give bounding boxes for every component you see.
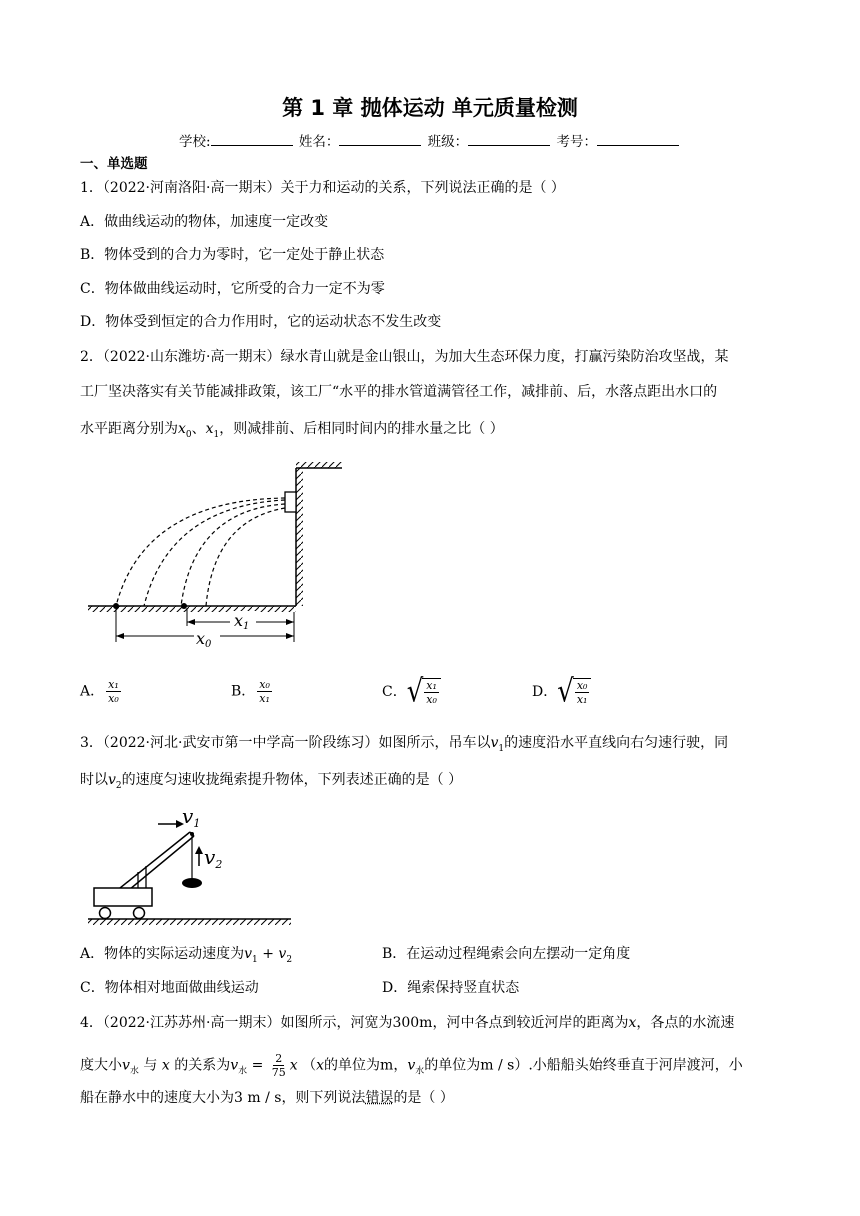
question-3-option-c[interactable] (80, 978, 259, 998)
question-1-option-d[interactable] (80, 312, 780, 332)
question-number: 3． (80, 735, 103, 751)
question-text: 如图所示，河宽为300m，河中各点到较近河岸的距离为 (280, 1015, 629, 1031)
var-v-water: v (230, 1057, 239, 1074)
student-info-row (0, 130, 860, 150)
unit-ms: m / s (480, 1057, 515, 1074)
square-root: √ $\frac{\text{x₀}}{\text{x₁}}$ (557, 678, 591, 706)
question-3-figure (86, 806, 296, 932)
figure-label-x1: x1 (234, 611, 250, 632)
var-v2: v (108, 772, 116, 788)
var-x: x (316, 1057, 325, 1074)
question-2-option-c[interactable] (382, 674, 441, 710)
var-v-water: v (122, 1057, 130, 1074)
option-label: A． (80, 214, 105, 230)
page-title: 第 1 章 抛体运动 单元质量检测 (282, 96, 578, 120)
number-label: 考号： (556, 134, 597, 150)
question-text: ，则减排前、后相同时间内的排水量之比（ ） (219, 421, 504, 437)
figure-label-x0: x0 (196, 629, 212, 650)
question-text: 水平距离分别为 (80, 421, 178, 437)
question-number: 1． (80, 180, 103, 196)
option-label: B． (382, 946, 407, 962)
option-text: 物体相对地面做曲线运动 (104, 980, 259, 996)
option-label: D． (532, 684, 558, 700)
school-label: 学校: (179, 134, 211, 150)
option-text: 绳索保持竖直状态 (407, 980, 520, 996)
option-text: 物体的实际运动速度为 (104, 946, 245, 962)
question-source: （2022·河南洛阳·高一期末） (102, 180, 281, 196)
question-2-option-a[interactable] (80, 678, 123, 705)
var-x: x (289, 1057, 298, 1074)
question-text: 时以 (80, 772, 108, 788)
question-4-stem-line-3 (80, 1088, 780, 1108)
question-3-option-a[interactable]: A．物体的实际运动速度为$v_1 + v_2$ (80, 946, 293, 965)
option-label: A． (80, 946, 105, 962)
class-field[interactable] (468, 131, 550, 146)
question-2-stem-line-1 (80, 347, 780, 367)
var-v-water-subscript: 水 (129, 1066, 139, 1077)
question-2-stem-line-2: 工厂坚决落实有关节能减排政策，该工厂“水平的排水管道满管径工作，减排前、后，水落点距出水口的 (80, 384, 718, 400)
question-text: ）.小船船头始终垂直于河岸渡河，小 (514, 1057, 743, 1074)
question-1-stem (80, 178, 780, 198)
var-v1-subscript: 1 (498, 743, 505, 754)
option-label: B． (231, 683, 256, 700)
question-text: 的是（ ） (393, 1090, 454, 1106)
var-v1: v (244, 946, 253, 962)
question-text: ，则下列说法 (281, 1090, 366, 1106)
var-v2: v (278, 946, 287, 962)
option-label: C． (80, 281, 105, 297)
option-label: B． (80, 247, 105, 263)
var-v1: v (490, 735, 499, 751)
number-field[interactable] (597, 131, 679, 146)
option-label: A． (80, 683, 105, 700)
option-label: C． (80, 980, 105, 996)
question-number: 4． (80, 1015, 103, 1031)
name-label: 姓名： (298, 134, 340, 150)
square-root: √ $\frac{\text{x₁}}{\text{x₀}}$ (407, 678, 441, 706)
question-source: （2022·山东潍坊·高一期末） (102, 349, 281, 365)
question-1-option-c[interactable] (80, 279, 780, 299)
question-text: 的关系为 (174, 1057, 231, 1074)
var-x: x (628, 1015, 637, 1031)
question-source: （2022·江苏苏州·高一期末） (102, 1015, 281, 1031)
fraction: $\frac{\text{x₀}}{\text{x₁}}$ (259, 678, 270, 705)
question-text: 船在静水中的速度大小为 (80, 1090, 234, 1106)
option-label: C． (382, 684, 407, 700)
question-3-stem-line-2 (80, 770, 780, 796)
question-4-stem-line-2: 度大小$v_水$ 与 x 的关系为$v_水$ = $\frac{2}{75}$ x （x的单位为m，$v_水$的单位为m / s）.小船船头始终垂直于河岸渡河，小 (80, 1052, 743, 1079)
question-2-stem-line-3: 水平距离分别为$x_0$、$x_1$，则减排前、后相同时间内的排水量之比（ ） (80, 421, 504, 440)
var-v1-subscript: 1 (252, 954, 258, 965)
question-3-option-b[interactable] (382, 944, 630, 964)
question-number: 2． (80, 349, 103, 365)
coefficient-fraction: $\frac{2}{75}$ (271, 1052, 286, 1079)
question-2-figure (84, 460, 354, 652)
var-v-water-subscript: 水 (238, 1066, 248, 1077)
var-v-water-subscript: 水 (415, 1066, 425, 1077)
question-text: 的单位为 (424, 1057, 481, 1074)
option-text: 物体受到的合力为零时，它一定处于静止状态 (104, 247, 385, 263)
name-field[interactable] (339, 131, 421, 146)
class-label: 班级： (427, 134, 469, 150)
question-text: ，各点的水流速 (636, 1015, 735, 1031)
var-x0: x (178, 421, 186, 437)
question-text: 的速度匀速收拢绳索提升物体，下列表述正确的是（ ） (121, 772, 463, 788)
question-3-stem-line-1 (80, 733, 780, 759)
question-2-option-d[interactable] (532, 674, 591, 710)
var-x1-subscript: 1 (213, 429, 220, 440)
question-1-option-b[interactable] (80, 245, 780, 265)
section-title: 一、单选题 (80, 156, 148, 172)
question-2-option-b[interactable] (231, 678, 274, 705)
question-text: 度大小 (80, 1057, 122, 1074)
option-text: 在运动过程绳索会向左摆动一定角度 (406, 946, 631, 962)
var-x: x (161, 1057, 170, 1074)
question-1-option-a[interactable] (80, 212, 780, 232)
question-text: 与 (143, 1057, 158, 1074)
question-text: 关于力和运动的关系，下列说法正确的是（ ） (280, 180, 565, 196)
fraction: $\frac{\text{x₁}}{\text{x₀}}$ (108, 678, 119, 705)
question-text: 的单位为m， (324, 1057, 408, 1074)
option-text: 物体受到恒定的合力作用时，它的运动状态不发生改变 (105, 314, 442, 330)
var-v-water: v (407, 1057, 416, 1074)
question-3-option-d[interactable] (382, 978, 519, 998)
figure-label-v2: $v_2$ (204, 845, 223, 871)
boat-speed: 3 m / s (234, 1090, 282, 1106)
question-text: 的速度沿水平直线向右匀速行驶，同 (504, 735, 729, 751)
var-x0-subscript: 0 (185, 429, 192, 440)
option-text: 物体做曲线运动时，它所受的合力一定不为零 (104, 281, 385, 297)
var-v2-subscript: 2 (115, 780, 122, 791)
emphasized-word: 错误 (365, 1090, 394, 1106)
question-source: （2022·河北·武安市第一中学高一阶段练习） (102, 735, 379, 751)
question-text: 如图所示，吊车以 (378, 735, 491, 751)
question-4-stem-line-1 (80, 1013, 780, 1033)
question-text: （ (302, 1057, 317, 1074)
option-label: D． (382, 980, 408, 996)
option-text: 做曲线运动的物体，加速度一定改变 (104, 214, 329, 230)
var-v2-subscript: 2 (286, 954, 293, 965)
figure-label-v1: $v_1$ (182, 806, 201, 830)
option-label: D． (80, 314, 106, 330)
var-x1: x (205, 421, 214, 437)
school-field[interactable] (211, 131, 293, 146)
question-text: 绿水青山就是金山银山，为加大生态环保力度，打赢污染防治攻坚战，某 (280, 349, 729, 365)
